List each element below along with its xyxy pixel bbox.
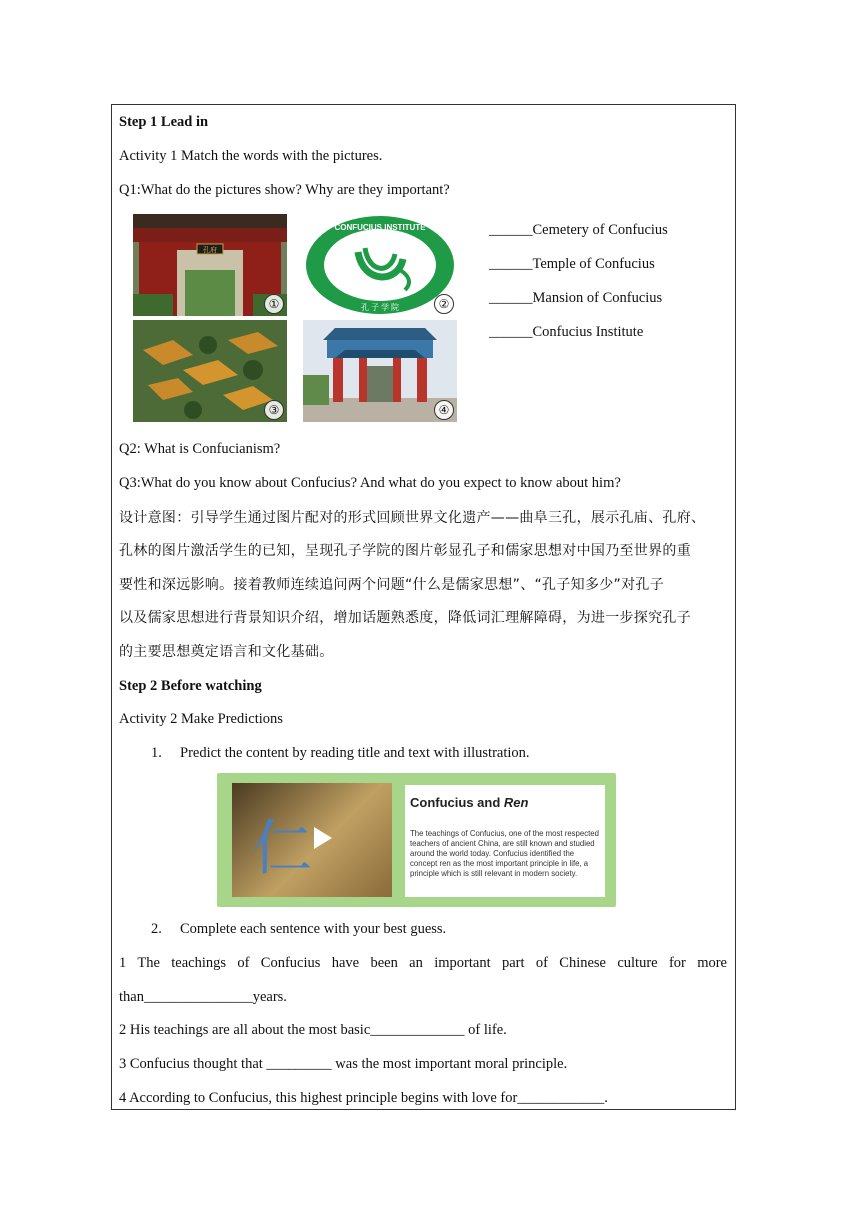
photo-number-2: ② bbox=[434, 294, 454, 314]
textbook-card bbox=[217, 773, 616, 907]
activity1-text: Activity 1 Match the words with the pictures. bbox=[119, 148, 383, 164]
question-3: Q3:What do you know about Confucius? And what do you expect to know about him? bbox=[119, 475, 621, 491]
photo-mansion-gate bbox=[133, 214, 287, 316]
item1-text: Predict the content by reading title and text with illustration. bbox=[180, 745, 530, 761]
sentence-3: 3 Confucius thought that _________ was the most important moral principle. bbox=[119, 1056, 568, 1072]
photo-grid bbox=[133, 214, 457, 422]
photo-institute-logo bbox=[303, 214, 457, 316]
sentence-2: 2 His teachings are all about the most basic_____________ of life. bbox=[119, 1022, 507, 1038]
activity2-text: Activity 2 Make Predictions bbox=[119, 711, 283, 727]
step1-heading: Step 1 Lead in bbox=[119, 114, 209, 130]
sentence-1b: than_______________years. bbox=[119, 989, 287, 1005]
item1-number: 1. bbox=[151, 745, 162, 761]
question-1: Q1:What do the pictures show? Why are they important? bbox=[119, 182, 450, 198]
sentence-4: 4 According to Confucius, this highest principle begins with love for____________. bbox=[119, 1090, 608, 1106]
card-title: Confucius and Ren bbox=[410, 795, 529, 810]
item2-text: Complete each sentence with your best guess. bbox=[180, 921, 447, 937]
design-intent-line-4: 以及儒家思想进行背景知识介绍，增加话题熟悉度，降低词汇理解障碍，为进一步探究孔子 bbox=[119, 610, 691, 626]
photo-temple-aerial bbox=[133, 320, 287, 422]
photo-number-3: ③ bbox=[264, 400, 284, 420]
design-intent-line-3: 要性和深远影响。接着教师连续追问两个问题“什么是儒家思想”、“孔子知多少”对孔子 bbox=[119, 577, 665, 593]
step2-heading: Step 2 Before watching bbox=[119, 678, 262, 694]
design-intent-line-1: 设计意图：引导学生通过图片配对的形式回顾世界文化遗产——曲阜三孔，展示孔庙、孔府、 bbox=[119, 510, 706, 526]
photo-number-1: ① bbox=[264, 294, 284, 314]
design-intent-line-5: 的主要思想奠定语言和文化基础。 bbox=[119, 644, 334, 660]
option-institute: ______Confucius Institute bbox=[489, 324, 644, 340]
play-icon bbox=[312, 825, 334, 851]
photo-number-4: ④ bbox=[434, 400, 454, 420]
option-temple: ______Temple of Confucius bbox=[489, 256, 655, 272]
card-character: 仁 bbox=[252, 814, 312, 884]
plaque-text: 孔府 bbox=[203, 246, 217, 254]
logo-cn-text: 孔 子 学 院 bbox=[361, 303, 399, 312]
item2-number: 2. bbox=[151, 921, 162, 937]
card-body: The teachings of Confucius, one of the most respected teachers of ancient China, are still known and studied around the world today. Confucius identified the concept ren as the most important principle in life, a principle which is still relevant in modern society. bbox=[410, 829, 599, 878]
option-cemetery: ______Cemetery of Confucius bbox=[489, 222, 668, 238]
sentence-1a: 1 The teachings of Confucius have been an important part of Chinese culture for more bbox=[119, 955, 727, 971]
card-illustration bbox=[232, 783, 392, 897]
photo-temple-archway bbox=[303, 320, 457, 422]
question-2: Q2: What is Confucianism? bbox=[119, 441, 281, 457]
logo-text: CONFUCIUS INSTITUTE bbox=[334, 223, 426, 232]
design-intent-line-2: 孔林的图片激活学生的已知，呈现孔子学院的图片彰显孔子和儒家思想对中国乃至世界的重 bbox=[119, 543, 691, 559]
option-mansion: ______Mansion of Confucius bbox=[489, 290, 663, 306]
